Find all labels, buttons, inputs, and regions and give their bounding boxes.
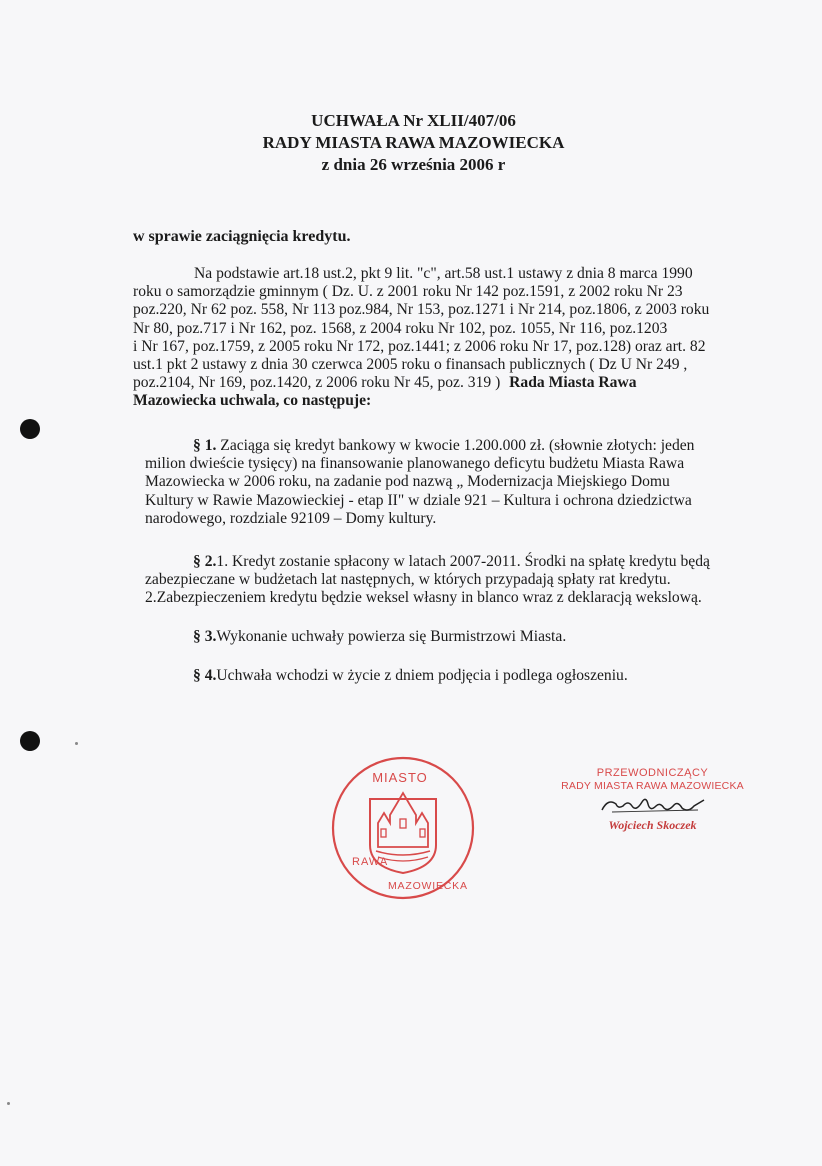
section-4 [193, 667, 628, 685]
section-text: 1. Kredyt zostanie spłacony w latach 2007-2011. Środki na spłatę kredytu będą [216, 553, 710, 570]
punch-hole-top [20, 419, 40, 439]
signature-council: RADY MIASTA RAWA MAZOWIECKA [561, 780, 744, 792]
preamble-line: ust.1 pkt 2 ustawy z dnia 30 czerwca 2005 roku o finansach publicznych ( Dz U Nr 249 , [133, 356, 688, 374]
speck [7, 1102, 10, 1105]
section-label: § 2. [193, 553, 217, 570]
preamble-line: Nr 80, poz.717 i Nr 162, poz. 1568, z 2004 roku Nr 102, poz. 1055, Nr 116, poz.1203 [133, 319, 668, 337]
section-line [193, 667, 628, 685]
resolution-header [0, 110, 822, 176]
section-line: narodowego, rozdziale 92109 – Domy kultury. [145, 509, 437, 527]
council-name: RADY MIASTA RAWA MAZOWIECKA [262, 133, 565, 152]
section-line: Mazowiecka w 2006 roku, na zadanie pod nazwą „ Modernizacja Miejskiego Domu [145, 473, 670, 491]
signature-name: Wojciech Skoczek [608, 818, 697, 832]
seal-lettering: MIASTO [372, 770, 428, 785]
section-1 [145, 437, 694, 528]
handwritten-signature [598, 794, 708, 816]
resolution-subject: w sprawie zaciągnięcia kredytu. [133, 228, 351, 245]
section-2 [145, 553, 710, 608]
preamble-line: poz.220, Nr 62 poz. 558, Nr 113 poz.984, Nr 153, poz.1271 i Nr 214, poz.1806, z 2003 roku [133, 301, 710, 319]
preamble-line: i Nr 167, poz.1759, z 2005 roku Nr 172, poz.1441; z 2006 roku Nr 17, poz.128) oraz art. 82 [133, 337, 706, 355]
section-label: § 1. [193, 437, 217, 454]
punch-hole-bottom [20, 731, 40, 751]
preamble-text: poz.2104, Nr 169, poz.1420, z 2006 roku Nr 45, poz. 319 ) [133, 374, 501, 392]
preamble-line: Na podstawie art.18 ust.2, pkt 9 lit. "c", art.58 ust.1 ustawy z dnia 8 marca 1990 [194, 265, 693, 282]
section-line [145, 553, 710, 571]
section-label: § 3. [193, 628, 217, 645]
city-seal-stamp [330, 755, 476, 901]
resolution-number: UCHWAŁA Nr XLII/407/06 [311, 111, 516, 130]
speck [75, 742, 78, 745]
section-line: milion dwieście tysięcy) na finansowanie planowanego deficytu budżetu Miasta Rawa [145, 455, 685, 473]
chairman-signature-stamp [545, 767, 760, 833]
resolution-date: z dnia 26 września 2006 r [321, 155, 506, 174]
section-line: zabezpieczane w budżetach lat następnych, w których przypadają spłaty rat kredytu. [145, 571, 671, 589]
section-line: 2.Zabezpieczeniem kredytu będzie weksel własny in blanco wraz z deklaracją wekslową. [145, 589, 702, 607]
preamble-line: roku o samorządzie gminnym ( Dz. U. z 2001 roku Nr 142 poz.1591, z 2002 roku Nr 23 [133, 283, 683, 301]
section-label: § 4. [193, 667, 217, 684]
preamble-bold: Rada Miasta Rawa [509, 374, 637, 392]
seal-lettering: RAWA [352, 856, 389, 868]
preamble [133, 265, 709, 411]
section-line [145, 437, 694, 455]
seal-lettering: MAZOWIECKA [388, 880, 468, 892]
preamble-line: Mazowiecka uchwala, co następuje: [133, 392, 372, 410]
section-text: Zaciąga się kredyt bankowy w kwocie 1.200.000 zł. (słownie złotych: jeden [220, 437, 695, 454]
preamble-line [133, 374, 709, 392]
section-text: Uchwała wchodzi w życie z dniem podjęcia i podlega ogłoszeniu. [216, 667, 628, 684]
signature-title: PRZEWODNICZĄCY [596, 767, 709, 779]
section-line: Kultury w Rawie Mazowieckiej - etap II" w dziale 921 – Kultura i ochrona dziedzictwa [145, 491, 692, 509]
section-line [193, 628, 566, 646]
section-text: Wykonanie uchwały powierza się Burmistrzowi Miasta. [216, 628, 567, 645]
section-3 [193, 628, 566, 646]
